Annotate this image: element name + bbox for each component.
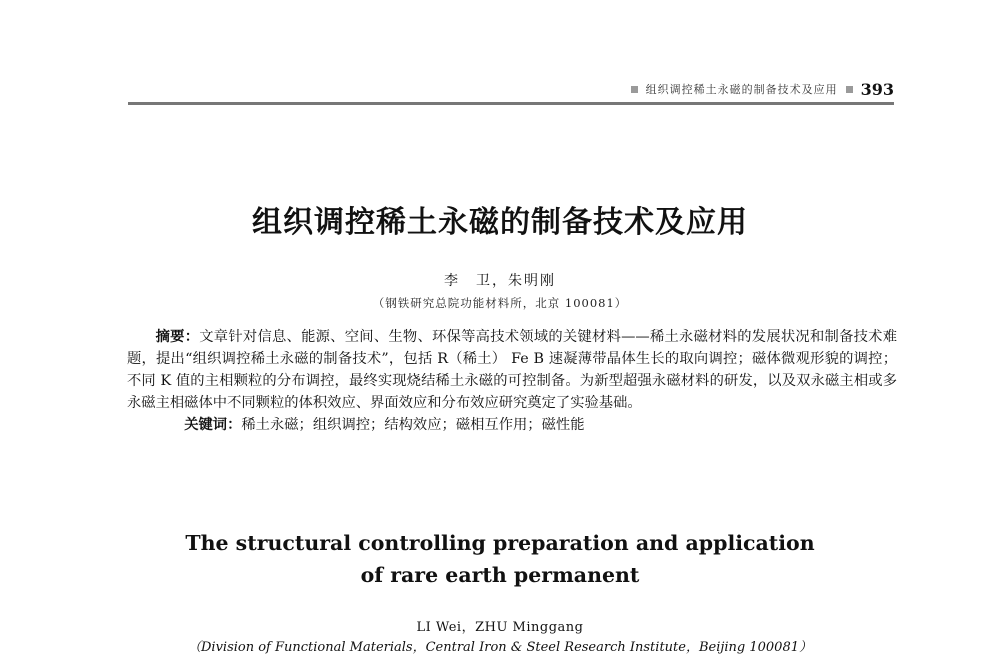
square-bullet-icon xyxy=(631,86,638,93)
chinese-authors: 李 卫，朱明刚 xyxy=(444,273,556,289)
keywords-line xyxy=(127,414,897,436)
page-number: 393 xyxy=(860,79,894,99)
english-authors: LI Wei，ZHU Minggang xyxy=(416,620,584,635)
abstract-text: 文章针对信息、能源、空间、生物、环保等高技术领域的关键材料——稀土永磁材料的发展状况和制备技术难题，提出“组织调控稀土永磁的制备技术”，包括 R（稀土） Fe B 速凝薄带晶体生长的取向调控；磁体微观形貌的调控；不同 K 值的主相颗粒的分布调控，最终实现烧结稀土永磁的可控制备。为新型超强永磁材料的研发，以及双永磁主相或多永磁主相磁体中不同颗粒的体积效应、界面效应和分布效应研究奠定了实验基础。 xyxy=(127,329,898,411)
english-title-line2: of rare earth permanent xyxy=(360,563,640,587)
running-head-title: 组织调控稀土永磁的制备技术及应用 xyxy=(645,83,838,96)
english-affiliation: （Division of Functional Materials，Central Iron & Steel Research Institute，Beijing 100081） xyxy=(187,640,812,655)
chinese-title: 组织调控稀土永磁的制备技术及应用 xyxy=(252,205,748,240)
chinese-affiliation: （钢铁研究总院功能材料所，北京 100081） xyxy=(372,296,628,310)
running-head xyxy=(128,78,894,105)
english-title xyxy=(0,527,1000,591)
abstract-label: 摘要： xyxy=(155,329,200,345)
english-title-line1: The structural controlling preparation and application xyxy=(185,531,815,555)
keywords-label: 关键词： xyxy=(184,417,242,433)
abstract-paragraph xyxy=(127,326,897,414)
abstract-block xyxy=(127,326,897,436)
keywords-text: 稀土永磁；组织调控；结构效应；磁相互作用；磁性能 xyxy=(241,417,585,433)
square-bullet-icon xyxy=(846,86,853,93)
